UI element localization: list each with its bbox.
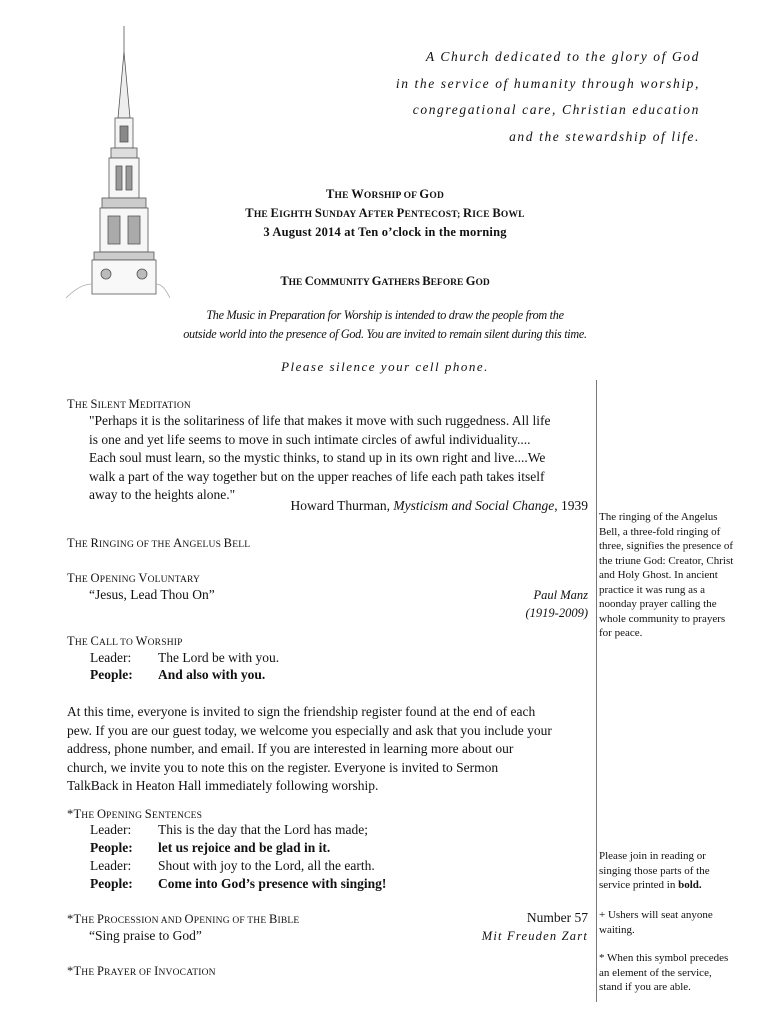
note-line: for peace.: [599, 627, 643, 639]
heading-opening-voluntary: THE OPENING VOLUNTARY: [67, 571, 201, 585]
quote-line: away to the heights alone.": [89, 487, 236, 502]
paragraph-line: TalkBack in Heaton Hall immediately following worship.: [67, 778, 379, 793]
mission-line: and the stewardship of life.: [509, 128, 700, 144]
service-date: 3 August 2014 at Ten o’clock in the morning: [263, 225, 507, 239]
sentences-role: People:: [90, 876, 133, 891]
heading-silent-meditation: THE SILENT MEDITATION: [67, 397, 191, 411]
sentences-role: Leader:: [90, 858, 132, 873]
mission-line: A Church dedicated to the glory of God: [425, 49, 700, 64]
note-line: The ringing of the Angelus: [599, 511, 718, 523]
note-line: and Holy Ghost. In ancient: [599, 569, 718, 581]
note-line: + Ushers will seat anyone: [599, 909, 713, 921]
note-line: practice it was rung as a: [599, 583, 705, 596]
title-line-2: THE EIGHTH SUNDAY AFTER PENTECOST; RICE BOWL: [245, 206, 525, 220]
note-line: the triune God: Creator, Christ: [599, 554, 734, 567]
note-line: stand if you are able.: [599, 981, 691, 993]
mission-statement: [340, 44, 700, 150]
note-line: whole community to prayers: [599, 612, 726, 625]
sentences-role: Leader:: [90, 822, 132, 837]
voluntary-piece: “Jesus, Lead Thou On”: [89, 587, 215, 602]
note-line: an element of the service,: [599, 966, 712, 979]
call-role-people: People:: [90, 667, 133, 682]
church-steeple-illustration: [66, 22, 170, 298]
quote-line: Each soul must learn, so the mystic thinks, to stand up in its own right and live....We: [89, 450, 546, 465]
quote-line: walk a part of the way together but on the upper reaches of life each path takes itself: [89, 468, 545, 484]
sentences-role: People:: [90, 840, 133, 855]
composer-dates: (1919-2009): [525, 606, 588, 620]
silence-phone-note: Please silence your cell phone.: [281, 359, 489, 374]
quote-line: is one and yet life seems to move in such intimate circles of awful individuality....: [89, 431, 531, 447]
mission-line: in the service of humanity through worship,: [395, 75, 700, 91]
quote-attribution: Howard Thurman, Mysticism and Social Change, 1939: [290, 498, 588, 513]
prep-line: The Music in Preparation for Worship is intended to draw the people from the: [206, 308, 564, 322]
sidebar-angelus-note: [599, 510, 757, 641]
note-line: singing those parts of the: [599, 864, 710, 877]
hymn-tune: Mit Freuden Zart: [481, 929, 588, 943]
paragraph-line: pew. If you are our guest today, we welcome you especially and ask that you include your: [67, 722, 552, 738]
paragraph-line: address, phone number, and email. If you are interested in learning more about our: [67, 741, 514, 756]
friendship-register-paragraph: [67, 703, 597, 796]
note-line: Please join in reading or: [599, 850, 706, 862]
sentences-text: Shout with joy to the Lord, all the earth.: [158, 858, 375, 873]
note-line: * When this symbol precedes: [599, 952, 729, 964]
call-text-people: And also with you.: [158, 667, 266, 682]
note-line: service printed in bold.: [599, 879, 702, 891]
sidebar-stand-note: [599, 951, 757, 995]
note-line: waiting.: [599, 923, 635, 936]
note-line: three, signifies the presence of: [599, 540, 734, 552]
sentences-text: This is the day that the Lord has made;: [158, 822, 368, 837]
title-line-1: THE WORSHIP OF GOD: [325, 187, 445, 201]
call-role-leader: Leader:: [90, 650, 132, 665]
sentences-text: Come into God’s presence with singing!: [158, 876, 387, 891]
section-heading-gathers: THE COMMUNITY GATHERS BEFORE GOD: [280, 274, 490, 288]
service-title: [0, 186, 770, 241]
heading-call-to-worship: THE CALL TO WORSHIP: [67, 634, 183, 648]
heading-invocation: *THE PRAYER OF INVOCATION: [67, 964, 216, 978]
paragraph-line: church, we invite you to note this on the register. Everyone is invited to Sermon: [67, 759, 499, 775]
quote-line: "Perhaps it is the solitariness of life that makes it move with such ruggedness. All life: [89, 413, 551, 428]
hymn-title: “Sing praise to God”: [89, 928, 202, 943]
hymn-number: Number 57: [526, 910, 588, 925]
preparation-note: [0, 306, 770, 344]
mission-line: congregational care, Christian education: [412, 102, 700, 117]
sidebar-ushers-note: [599, 908, 757, 937]
sentences-text: let us rejoice and be glad in it.: [158, 840, 331, 855]
meditation-quote: [89, 412, 589, 505]
prep-line: outside world into the presence of God. You are invited to remain silent during this time.: [183, 327, 587, 341]
note-line: Bell, a three-fold ringing of: [599, 525, 721, 538]
voluntary-composer: Paul Manz: [533, 588, 588, 602]
sidebar-bold-note: [599, 849, 757, 893]
heading-angelus-bell: THE RINGING OF THE ANGELUS BELL: [67, 536, 251, 550]
heading-opening-sentences: *THE OPENING SENTENCES: [67, 807, 203, 821]
paragraph-line: At this time, everyone is invited to sign the friendship register found at the end of each: [67, 704, 536, 719]
note-line: noonday prayer calling the: [599, 598, 717, 610]
call-text-leader: The Lord be with you.: [158, 650, 280, 665]
column-divider: [596, 380, 597, 1002]
heading-procession: *THE PROCESSION AND OPENING OF THE BIBLE: [67, 912, 300, 926]
